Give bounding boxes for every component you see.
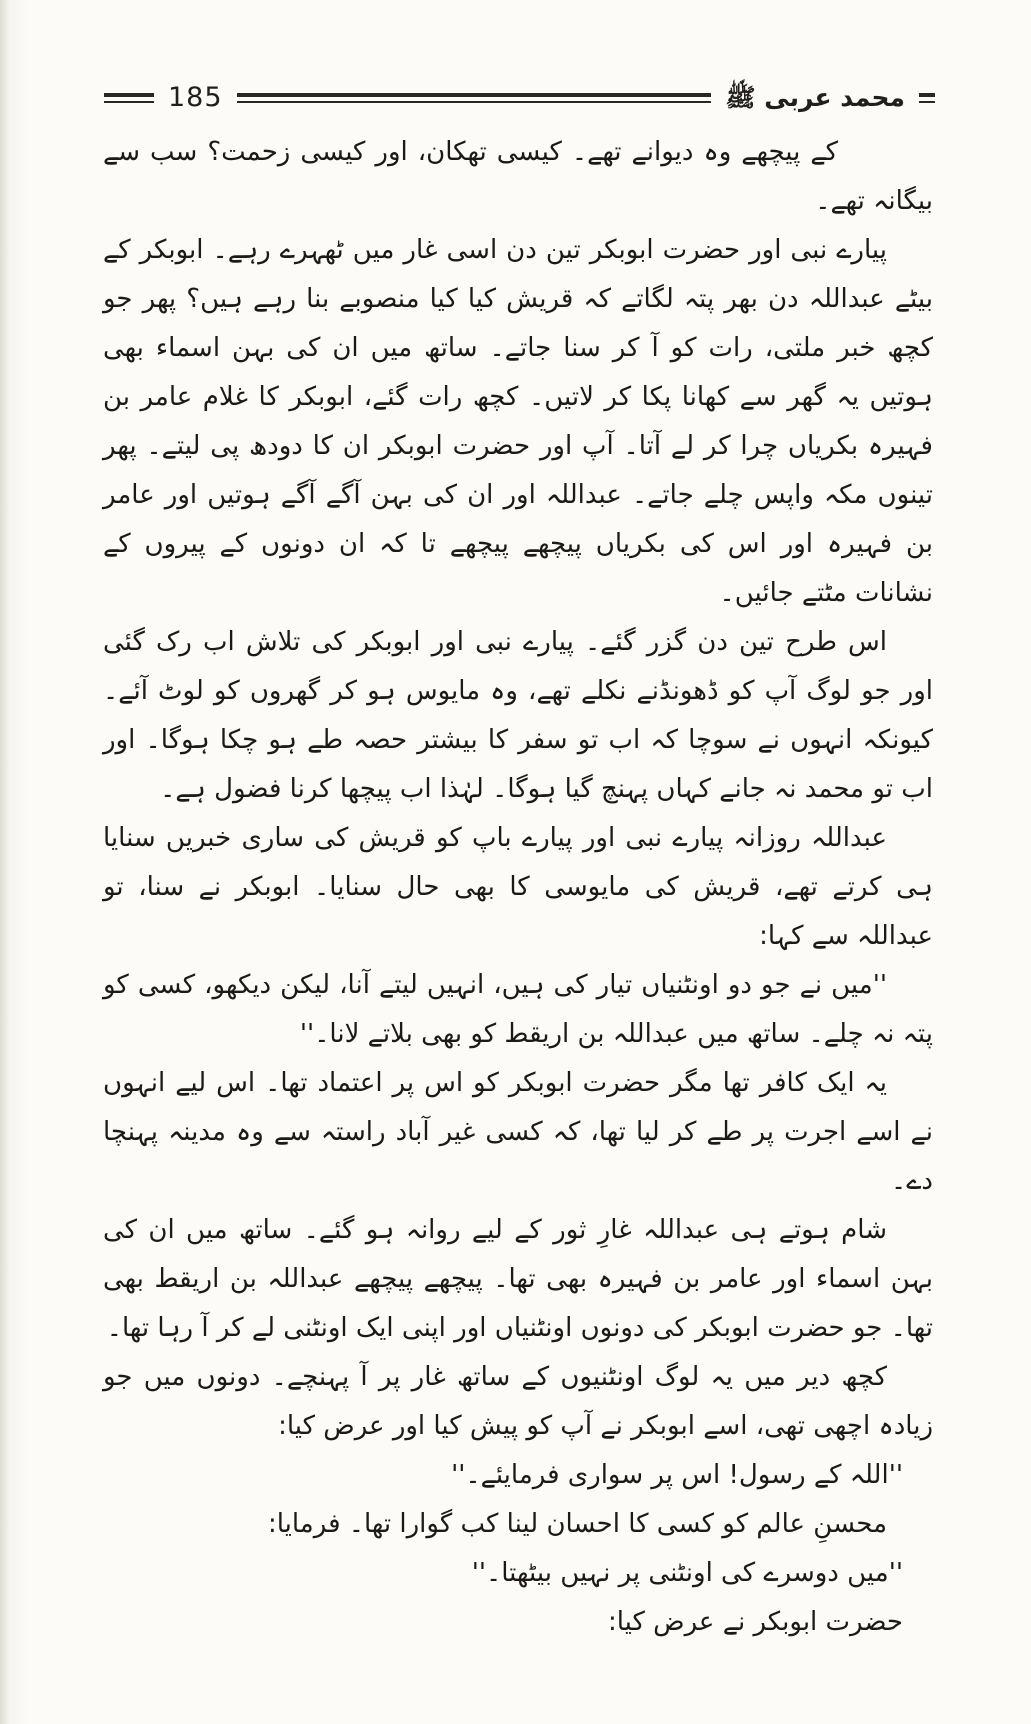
paragraph-arrival-at-cave: کچھ دیر میں یہ لوگ اونٹنیوں کے ساتھ غار پر آ پہنچے۔ دونوں میں جو زیادہ اچھی تھی، اسے ابوبکر نے آپ کو پیش کیا اور عرض کیا:	[103, 1362, 933, 1441]
paragraph-cave-stay: پیارے نبی اور حضرت ابوبکر تین دن اسی غار میں ٹھہرے رہے۔ ابوبکر کے بیٹے عبداللہ دن بھر پتہ لگاتے کہ قریش کیا کیا منصوبے بنا رہے ہیں؟ پھر جو کچھ خبر ملتی، رات کو آ کر سنا جاتے۔ ساتھ میں ان کی بہن اسماء بھی ہوتیں یہ گھر سے کھانا پکا کر لاتیں۔ کچھ رات گئے، ابوبکر کا غلام عامر بن فہیرہ بکریاں چرا کر لے آتا۔ آپ اور حضرت ابوبکر ان کا دودھ پی لیتے۔ پھر تینوں مکہ واپس چلے جاتے۔ عبداللہ اور ان کی بہن آگے آگے ہوتیں اور عامر بن فہیرہ اور اس کی بکریاں پیچھے پیچھے تا کہ ان دونوں کے پیروں کے نشانات مٹتے جائیں۔	[103, 235, 933, 608]
header-rule-left	[104, 93, 154, 103]
page-header	[104, 84, 935, 111]
header-rule-main	[237, 93, 712, 103]
body-text	[103, 128, 933, 1647]
paragraph-no-favour: محسنِ عالم کو کسی کا احسان لینا کب گوارا تھا۔ فرمایا:	[267, 1509, 887, 1539]
paragraph-search-ends: اس طرح تین دن گزر گئے۔ پیارے نبی اور ابوبکر کی تلاش اب رک گئی اور جو لوگ آپ کو ڈھونڈنے نکلے تھے، وہ مایوس ہو کر گھروں کو لوٹ آئے۔ کیونکہ انہوں نے سوچا کہ اب تو سفر کا بیشتر حصہ طے ہو چکا ہوگا۔ اور اب تو محمد نہ جانے کہاں پہنچ گیا ہوگا۔ لہٰذا اب پیچھا کرنا فضول ہے۔	[103, 627, 933, 804]
book-title: محمد عربی ﷺ	[725, 83, 905, 112]
paragraph-evening-departure: شام ہوتے ہی عبداللہ غارِ ثور کے لیے روانہ ہو گئے۔ ساتھ میں ان کی بہن اسماء اور عامر بن فہیرہ بھی تھا۔ پیچھے پیچھے عبداللہ بن اریقط بھی تھا۔ جو حضرت ابوبکر کی دونوں اونٹنیاں اور اپنی ایک اونٹنی لے کر آ رہا تھا۔	[103, 1215, 933, 1343]
paragraph-quote-camels: ''میں نے جو دو اونٹنیاں تیار کی ہیں، انہیں لیتے آنا، لیکن دیکھو، کسی کو پتہ نہ چلے۔ ساتھ میں عبداللہ بن اریقط کو بھی بلاتے لانا۔''	[103, 970, 933, 1049]
paragraph-quote-ride: ''اللہ کے رسول! اس پر سواری فرمایئے۔''	[451, 1460, 903, 1490]
paragraph-quote-refusal: ''میں دوسرے کی اونٹنی پر نہیں بیٹھتا۔''	[471, 1558, 903, 1588]
page-number: 185	[168, 82, 223, 113]
paragraph-continuation: کے پیچھے وہ دیوانے تھے۔ کیسی تھکان، اور کیسی زحمت؟ سب سے بیگانہ تھے۔	[103, 137, 933, 216]
paragraph-guide: یہ ایک کافر تھا مگر حضرت ابوبکر کو اس پر اعتماد تھا۔ اس لیے انہوں نے اسے اجرت پر طے کر لیا تھا، کہ کسی غیر آباد راستہ سے وہ مدینہ پہنچا دے۔	[103, 1068, 933, 1196]
paragraph-daily-news: عبداللہ روزانہ پیارے نبی اور پیارے باپ کو قریش کی ساری خبریں سنایا ہی کرتے تھے، قریش کی مایوسی کا بھی حال سنایا۔ ابوبکر نے سنا، تو عبداللہ سے کہا:	[103, 823, 933, 951]
header-rule-right	[919, 93, 935, 103]
paragraph-abubakr-said: حضرت ابوبکر نے عرض کیا:	[607, 1607, 903, 1637]
